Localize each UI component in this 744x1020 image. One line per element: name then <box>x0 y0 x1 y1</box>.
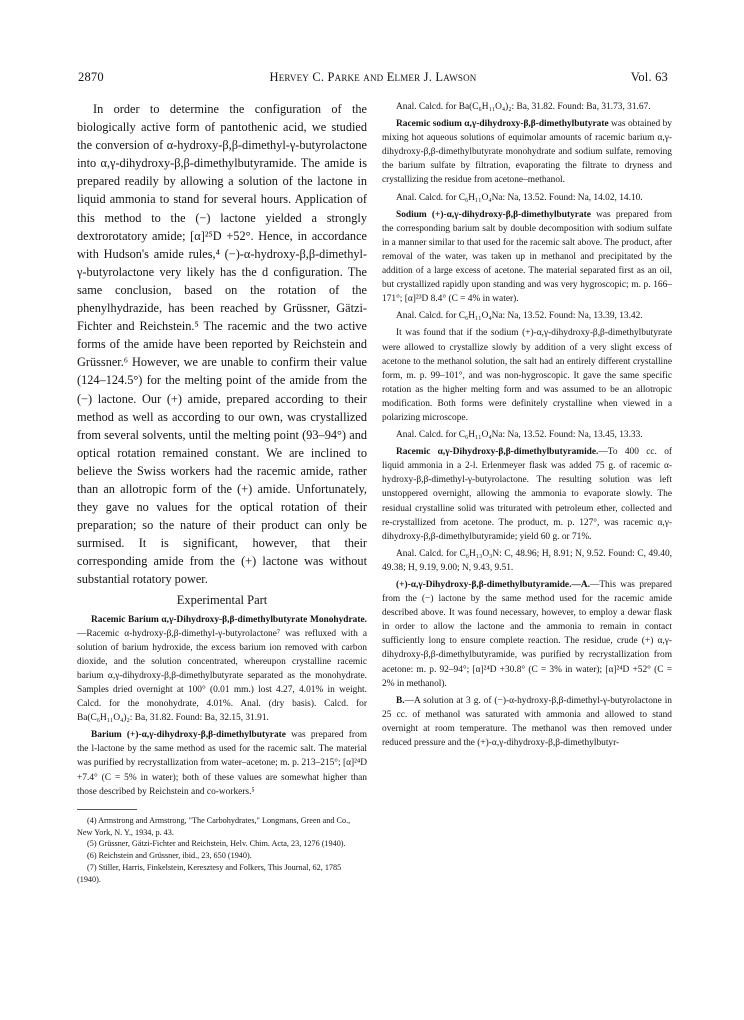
paragraph-heading: Sodium (+)-α,γ-dihydroxy-β,β-dimethylbutyrate <box>396 209 591 220</box>
footnote: (7) Stiller, Harris, Finkelstein, Keresztesy and Folkers, This Journal, 62, 1785 (1940). <box>77 862 342 884</box>
footnotes <box>77 815 367 886</box>
paragraph-body: —To 400 cc. of liquid ammonia in a 2-l. Erlenmeyer flask was added 75 g. of racemic α-hydroxy-β,β-dimethyl-γ-butyrolactone. The resulting solution was left unstoppered overnight, allowing the ammonia to evaporate slowly. The residual crystalline solid was triturated with petroleum ether, collected and re-crystallized from acetone. The product, m. p. 127°, was racemic α,γ-dihydroxy-β,β-dimethylbutyramide; yield 60 g. or 71%. <box>382 447 673 542</box>
sodium-plus-paragraph <box>382 208 672 307</box>
paragraph-heading: B. <box>396 695 405 706</box>
analysis-line: Anal. Calcd. for C₆H₁₃O₃N: C, 48.96; H, 8.91; N, 9.52. Found: C, 49.40, 49.38; H, 9.19, 9.00; N, 9.43, 9.51. <box>382 548 672 573</box>
footnote: (6) Reichstein and Grüssner, ibid., 23, 650 (1940). <box>87 851 252 861</box>
footnote-separator <box>77 809 137 810</box>
paragraph-body: was obtained by mixing hot aqueous solutions of equimolar amounts of racemic barium α,γ-dihydroxy-β,β-dimethylbutyrate monohydrate and sodium sulfate, removing the barium sulfate by filtration, evaporating the filtrate to dryness and crystallizing the residue from acetone–methanol. <box>382 119 672 186</box>
page-number: 2870 <box>78 70 104 84</box>
barium-plus-paragraph <box>77 728 367 798</box>
barium-racemic-paragraph <box>77 613 367 726</box>
racemic-amide-paragraph <box>382 445 672 544</box>
analysis-line: Anal. Calcd. for C₆H₁₁O₄Na: Na, 13.52. Found: Na, 13.45, 13.33. <box>396 430 643 441</box>
intro-paragraph: In order to determine the configuration of the biologically active form of pantothenic acid, we studied the conversion of α-hydroxy-β,β-dimethyl-γ-butyrolactone into α,γ-dihydroxy-β,β-dimethylbutyramide. The amide is prepared readily by allowing a solution of the lactone in liquid ammonia to stand for several hours. Application of this method to the (−) lactone yielded a strongly dextrorotatory amide; [α]²⁵D +52°. Hence, in accordance with Hudson's amide rules,⁴ (−)-α-hydroxy-β,β-dimethyl-γ-butyrolactone very likely has the d configuration. The same conclusion, based on the rotation of the phenylhydrazide, has been reached by Grüssner, Gätzi-Fichter and Reichstein.⁵ The racemic and the two active forms of the amide have been reported by Reichstein and Grüssner.⁶ However, we are unable to confirm their value (124–124.5°) for the melting point of the amide from the (−) lactone. Our (+) amide, prepared according to their method as well as according to our own, was crystallized from several solvents, until the melting point (93–94°) and optical rotation remained constant. We are inclined to believe the Swiss workers had the racemic amide, rather than an allotropic form of the (+) amide. Unfortunately, they gave no values for the optical rotation of their preparation; so the nature of their product can only be surmised. It is significant, however, that their corresponding amide from the (+) lactone was without substantial rotatory power. <box>77 102 367 587</box>
page-header <box>78 70 668 86</box>
paragraph-heading: (+)-α,γ-Dihydroxy-β,β-dimethylbutyramide.—A. <box>396 580 590 590</box>
paragraph-body: —Racemic α-hydroxy-β,β-dimethyl-γ-butyrolactone⁷ was refluxed with a solution of barium hydroxide, the excess barium ion removed with carbon dioxide, and the solution concentrated, whereupon crystalline racemic barium α,γ-dihydroxy-β,β-dimethylbutyrate separated as the monohydrate. Samples dried overnight at 100° (0.01 mm.) lost 4.27, 4.01% in weight. Calcd. for the monohydrate, 4.01%. Anal. (dry basis). Calcd. for Ba(C₆H₁₁O₄)₂: Ba, 31.82. Found: Ba, 32.15, 31.91. <box>77 628 367 724</box>
left-column <box>77 100 367 886</box>
running-title: Hervey C. Parke and Elmer J. Lawson <box>269 70 477 84</box>
plus-amide-b-paragraph <box>382 694 672 750</box>
right-column <box>382 100 672 753</box>
paragraph-body: was prepared from the corresponding barium salt by double decomposition with sodium sulfate in a manner similar to that used for the racemic salt above. The product, after removal of the water, was taken up in methanol and precipitated by the addition of a large excess of acetone. The material separated first as an oil, but crystallized rapidly upon standing and was very hygroscopic; m. p. 166–171°; [α]²³D 8.4° (C = 4% in water). <box>382 209 672 305</box>
allotropic-paragraph: It was found that if the sodium (+)-α,γ-dihydroxy-β,β-dimethylbutyrate were allowed to crystallize slowly by addition of a very slight excess of acetone to the methanol solution, the salt had an entirely different crystalline form, m. p. 99–101°, and was non-hygroscopic. It gave the same specific rotation as the higher melting form and was assumed to be an allotropic modification. Both forms were definitely crystalline when viewed in a polarizing microscope. <box>382 328 672 423</box>
analysis-line: Anal. Calcd. for Ba(C₆H₁₁O₄)₂: Ba, 31.82. Found: Ba, 31.73, 31.67. <box>396 102 651 112</box>
section-title: Experimental Part <box>176 592 268 607</box>
paragraph-heading: Racemic α,γ-Dihydroxy-β,β-dimethylbutyramide. <box>396 447 599 458</box>
volume-label: Vol. 63 <box>630 70 668 84</box>
analysis-line: Anal. Calcd. for C₆H₁₁O₄Na: Na, 13.52. Found: Na, 13.39, 13.42. <box>396 311 643 322</box>
sodium-racemic-paragraph <box>382 117 672 187</box>
paragraph-body: —A solution at 3 g. of (−)-α-hydroxy-β,β-dimethyl-γ-butyrolactone in 25 cc. of methanol was saturated with ammonia and allowed to stand overnight at room temperature. The methanol was then removed under reduced pressure and the (+)-α,γ-dihydroxy-β,β-dimethylbutyr- <box>382 695 672 749</box>
paragraph-body: was prepared from the l-lactone by the same method as used for the racemic salt. The material was purified by recrystallization from water–acetone; m. p. 213–215°; [α]²⁴D +7.4° (C = 5% in water); both of these values are somewhat higher than those described by Reichstein and co-workers.⁵ <box>77 730 367 797</box>
plus-amide-a-paragraph <box>382 578 672 691</box>
footnote: (5) Grüssner, Gätzi-Fichter and Reichstein, Helv. Chim. Acta, 23, 1276 (1940). <box>87 839 346 849</box>
analysis-line: Anal. Calcd. for C₆H₁₁O₄Na: Na, 13.52. Found: Na, 14.02, 14.10. <box>396 192 643 203</box>
footnote: (4) Armstrong and Armstrong, "The Carbohydrates," Longmans, Green and Co., New York, N. Y., 1934, p. 43. <box>77 815 351 837</box>
paragraph-heading: Barium (+)-α,γ-dihydroxy-β,β-dimethylbutyrate <box>91 730 286 741</box>
paragraph-heading: Racemic sodium α,γ-dihydroxy-β,β-dimethylbutyrate <box>396 119 609 130</box>
paragraph-body: —This was prepared from the (−) lactone by the same method used for the racemic amide described above. It was found necessary, however, to employ a dewar flask in order to allow the lactone and the ammonia to remain in contact sufficiently long to ensure complete reaction. The residue, crude (+) α,γ-dihydroxy-β,β-dimethylbutyramide, was purified by recrystallization from acetone: m. p. 92–94°; [α]²⁴D +30.8° (C = 3% in water); [α]²⁴D +52° (C = 2% in methanol). <box>382 580 672 689</box>
paragraph-heading: Racemic Barium α,γ-Dihydroxy-β,β-dimethylbutyrate Monohydrate. <box>91 614 367 625</box>
